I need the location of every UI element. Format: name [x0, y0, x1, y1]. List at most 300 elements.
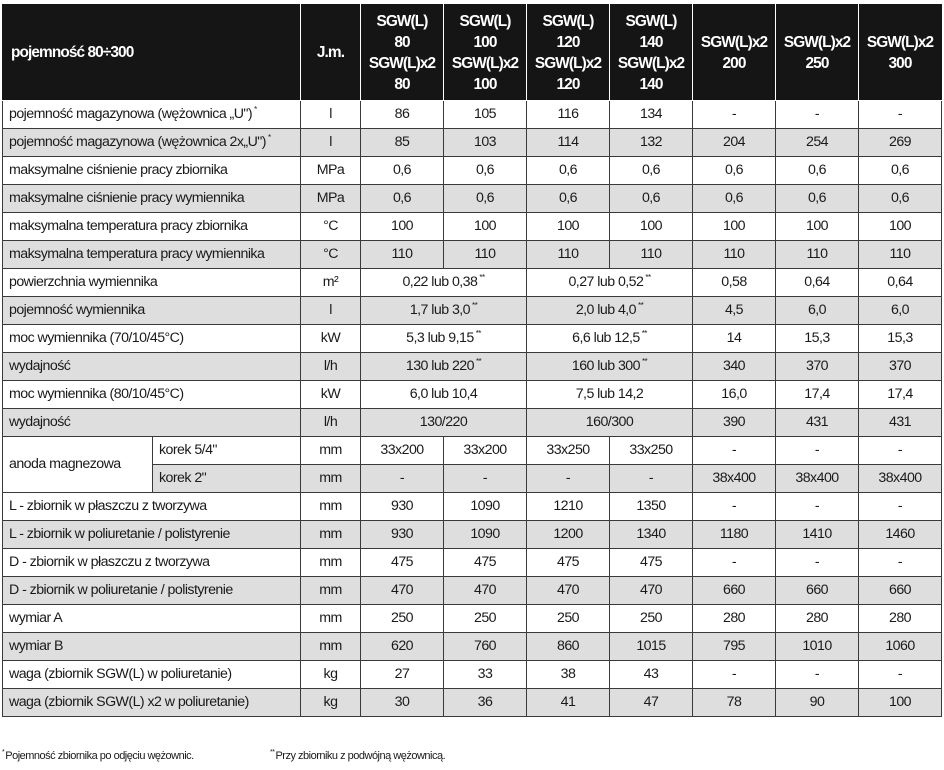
value-cell [776, 185, 859, 213]
value-cell [859, 157, 942, 185]
value-cell [527, 605, 610, 633]
header-model-line: 80 [394, 75, 410, 93]
value-cell [693, 269, 776, 297]
row-label [3, 549, 301, 577]
footnote-marker: ** [479, 273, 485, 283]
value-cell [361, 493, 444, 521]
value-cell [444, 101, 527, 129]
row-label [3, 521, 301, 549]
table-row [3, 437, 942, 465]
value-cell [527, 493, 610, 521]
footnote-marker: ** [638, 301, 644, 311]
row-unit: l [301, 297, 361, 325]
value-text: 2,0 lub 4,0 [575, 302, 637, 318]
row-label [3, 185, 301, 213]
row-unit: °C [301, 213, 361, 241]
value-cell [361, 409, 527, 437]
value-text: 269 [888, 134, 912, 150]
value-cell [859, 297, 942, 325]
header-model-1 [444, 5, 527, 101]
value-cell [859, 493, 942, 521]
footnote-mark: * [2, 749, 5, 757]
header-model-line: SGW(L) [625, 12, 677, 30]
header-model-0 [361, 5, 444, 101]
table-row [3, 353, 942, 381]
value-cell [610, 577, 693, 605]
value-cell [527, 157, 610, 185]
row-label-text: pojemność magazynowa (wężownica „U") [9, 106, 253, 122]
footnote-double-coil [270, 750, 445, 762]
value-text: - [814, 554, 820, 570]
value-cell [444, 185, 527, 213]
value-text: 36 [477, 694, 493, 710]
value-cell [527, 437, 610, 465]
value-cell [361, 297, 527, 325]
value-text: 1015 [636, 638, 666, 654]
value-text: 250 [639, 610, 663, 626]
value-text: 100 [888, 694, 912, 710]
value-cell [693, 549, 776, 577]
value-cell [361, 661, 444, 689]
value-text: 0,6 [475, 190, 495, 206]
value-cell [361, 213, 444, 241]
row-label-text: pojemność wymiennika [9, 302, 145, 318]
value-cell [693, 577, 776, 605]
value-cell [610, 241, 693, 269]
value-text: 17,4 [804, 386, 830, 402]
value-text: 0,64 [887, 274, 913, 290]
value-text: 100 [888, 218, 912, 234]
row-label-text: wymiar A [9, 610, 63, 626]
header-model-line: SGW(L)x2 [617, 54, 685, 72]
value-text: 85 [394, 134, 410, 150]
value-text: 6,0 lub 10,4 [409, 386, 478, 402]
value-text: 110 [723, 246, 745, 262]
value-cell [610, 101, 693, 129]
value-cell [361, 577, 444, 605]
value-text: - [897, 442, 903, 458]
value-text: 470 [473, 582, 497, 598]
value-cell [527, 661, 610, 689]
value-text: 0,6 [392, 190, 412, 206]
table-row [3, 213, 942, 241]
value-text: 130 lub 220 [405, 358, 474, 374]
value-text: 110 [474, 246, 496, 262]
value-text: 6,0 [807, 302, 827, 318]
row-unit: m² [301, 269, 361, 297]
value-cell [610, 493, 693, 521]
value-cell [361, 381, 527, 409]
value-cell [610, 185, 693, 213]
value-text: 1410 [802, 526, 832, 542]
value-text: 4,5 [724, 302, 744, 318]
header-model-line: SGW(L)x2 [866, 33, 934, 51]
value-text: - [565, 470, 571, 486]
value-cell [693, 129, 776, 157]
value-text: 0,6 [641, 190, 661, 206]
value-text: 930 [390, 498, 414, 514]
value-cell [859, 465, 942, 493]
value-text: 33 [477, 666, 493, 682]
value-cell [361, 521, 444, 549]
row-label-text: wymiar B [9, 638, 63, 654]
value-cell [693, 353, 776, 381]
header-model-line: 100 [473, 33, 497, 51]
table-row [3, 129, 942, 157]
value-text: 370 [888, 358, 912, 374]
value-text: - [731, 442, 737, 458]
row-unit: kW [301, 381, 361, 409]
value-text: 17,4 [887, 386, 913, 402]
value-text: 660 [888, 582, 912, 598]
table-row [3, 493, 942, 521]
value-cell [859, 241, 942, 269]
value-cell [776, 269, 859, 297]
table-row [3, 157, 942, 185]
row-unit: MPa [301, 185, 361, 213]
value-text: 43 [643, 666, 659, 682]
value-cell [859, 185, 942, 213]
value-cell [776, 381, 859, 409]
value-cell [859, 213, 942, 241]
row-label-text: wydajność [9, 414, 71, 430]
value-cell [776, 633, 859, 661]
footnote-marker: ** [641, 329, 647, 339]
value-cell [361, 241, 444, 269]
value-text: 27 [394, 666, 410, 682]
value-text: 470 [556, 582, 580, 598]
value-cell [859, 325, 942, 353]
value-text: 370 [805, 358, 829, 374]
value-cell [527, 465, 610, 493]
footnote-storage-capacity [2, 750, 194, 762]
value-text: 390 [722, 414, 746, 430]
value-cell [610, 661, 693, 689]
value-cell [693, 185, 776, 213]
value-text: 0,58 [721, 274, 747, 290]
value-cell [776, 689, 859, 717]
row-unit: kg [301, 661, 361, 689]
value-cell [859, 577, 942, 605]
value-text: 475 [473, 554, 497, 570]
value-cell [444, 577, 527, 605]
value-text: 795 [722, 638, 746, 654]
value-text: 0,6 [890, 162, 910, 178]
value-cell [444, 493, 527, 521]
value-cell [527, 521, 610, 549]
value-cell [859, 437, 942, 465]
value-cell [776, 297, 859, 325]
value-cell [776, 661, 859, 689]
value-cell [693, 409, 776, 437]
value-text: 1090 [470, 498, 500, 514]
value-text: 250 [390, 610, 414, 626]
value-cell [361, 353, 527, 381]
value-cell [776, 577, 859, 605]
row-label-text: moc wymiennika (70/10/45°C) [9, 330, 184, 346]
header-model-5 [776, 5, 859, 101]
value-cell [361, 689, 444, 717]
footnote-text: Pojemność zbiornika po odjęciu wężownic. [5, 750, 194, 762]
value-cell [776, 129, 859, 157]
value-text: 103 [473, 134, 497, 150]
row-label-text: pojemność magazynowa (wężownica 2x„U") [9, 134, 266, 150]
value-text: 6,0 [890, 302, 910, 318]
row-label-text: L - zbiornik w poliuretanie / polistyrenie [9, 526, 230, 542]
value-text: 204 [722, 134, 746, 150]
value-text: 1180 [719, 526, 749, 542]
value-cell [693, 661, 776, 689]
row-label [3, 661, 301, 689]
value-text: - [814, 666, 820, 682]
value-cell [361, 605, 444, 633]
value-text: 0,22 lub 0,38 [402, 274, 478, 290]
value-cell [527, 241, 610, 269]
value-text: 1340 [636, 526, 666, 542]
value-cell [693, 381, 776, 409]
value-text: 431 [805, 414, 829, 430]
value-text: 15,3 [887, 330, 913, 346]
row-label-text: D - zbiornik w poliuretanie / polistyrenie [9, 582, 233, 598]
value-cell [527, 409, 693, 437]
value-cell [859, 661, 942, 689]
row-label-text: maksymalne ciśnienie pracy zbiornika [9, 162, 228, 178]
footnote-marker: * [254, 105, 257, 115]
table-row [3, 325, 942, 353]
value-text: 6,6 lub 12,5 [572, 330, 640, 346]
value-text: 0,6 [724, 162, 744, 178]
value-text: 100 [722, 218, 746, 234]
value-cell [776, 241, 859, 269]
row-label [3, 689, 301, 717]
value-cell [444, 157, 527, 185]
table-row [3, 381, 942, 409]
header-model-line: SGW(L)x2 [534, 54, 602, 72]
value-text: - [814, 106, 820, 122]
value-text: 0,6 [724, 190, 744, 206]
value-text: 30 [394, 694, 410, 710]
value-cell [610, 605, 693, 633]
row-label [3, 577, 301, 605]
value-text: 475 [556, 554, 580, 570]
value-text: 1060 [885, 638, 915, 654]
row-label-text: D - zbiornik w płaszczu z tworzywa [9, 554, 210, 570]
value-text: 475 [639, 554, 663, 570]
value-cell [361, 185, 444, 213]
value-text: 38x400 [712, 470, 756, 486]
value-text: - [731, 554, 737, 570]
header-model-line: 250 [805, 54, 829, 72]
table-row [3, 297, 942, 325]
header-model-line: SGW(L) [376, 12, 428, 30]
value-cell [610, 465, 693, 493]
row-label-text: moc wymiennika (80/10/45°C) [9, 386, 184, 402]
row-label-text: wydajność [9, 358, 71, 374]
value-cell [444, 661, 527, 689]
value-text: 41 [560, 694, 576, 710]
row-unit: kg [301, 689, 361, 717]
row-unit: l/h [301, 353, 361, 381]
value-text: 160/300 [585, 414, 634, 430]
row-group-label: anoda magnezowa [3, 437, 153, 493]
table-row [3, 185, 942, 213]
value-text: 0,6 [392, 162, 412, 178]
value-cell [693, 605, 776, 633]
value-cell [693, 521, 776, 549]
value-text: 38x400 [878, 470, 922, 486]
header-model-line: 300 [888, 54, 912, 72]
value-text: 930 [390, 526, 414, 542]
value-text: 100 [556, 218, 580, 234]
value-text: 15,3 [804, 330, 830, 346]
value-text: 431 [888, 414, 912, 430]
value-text: 1010 [802, 638, 832, 654]
row-label [3, 325, 301, 353]
value-text: 100 [805, 218, 829, 234]
value-text: 860 [556, 638, 580, 654]
row-unit: mm [301, 437, 361, 465]
footnote-marker: ** [472, 301, 478, 311]
value-cell [444, 549, 527, 577]
value-cell [527, 213, 610, 241]
value-text: 132 [639, 134, 663, 150]
value-cell [444, 241, 527, 269]
header-model-line: 140 [639, 33, 663, 51]
row-unit: l [301, 101, 361, 129]
value-cell [859, 129, 942, 157]
value-text: 100 [473, 218, 497, 234]
value-text: 130/220 [419, 414, 468, 430]
row-label-text: waga (zbiornik SGW(L) x2 w poliuretanie) [9, 694, 249, 710]
row-unit: l [301, 129, 361, 157]
row-label [3, 633, 301, 661]
value-cell [859, 521, 942, 549]
value-cell [693, 689, 776, 717]
table-header [3, 5, 942, 101]
value-cell [693, 297, 776, 325]
value-text: 760 [473, 638, 497, 654]
footnote-text: Przy zbiorniku z podwójną wężownicą. [275, 750, 446, 762]
value-cell [693, 157, 776, 185]
value-cell [693, 101, 776, 129]
value-cell [444, 437, 527, 465]
value-text: - [897, 106, 903, 122]
value-cell [527, 269, 693, 297]
table-row [3, 661, 942, 689]
value-cell [693, 437, 776, 465]
footnote-marker: ** [645, 273, 651, 283]
row-unit: mm [301, 633, 361, 661]
value-text: 0,6 [807, 162, 827, 178]
table-body [3, 101, 942, 717]
row-unit: kW [301, 325, 361, 353]
value-text: 250 [556, 610, 580, 626]
header-model-line: 120 [556, 75, 580, 93]
value-cell [776, 521, 859, 549]
footnote-marker: ** [641, 357, 648, 367]
header-model-line: 140 [639, 75, 663, 93]
value-text: 1460 [885, 526, 915, 542]
value-text: 90 [809, 694, 825, 710]
value-text: 33x200 [380, 442, 424, 458]
row-label [3, 353, 301, 381]
row-label [3, 129, 301, 157]
value-text: 470 [390, 582, 414, 598]
row-unit: mm [301, 493, 361, 521]
value-text: 280 [722, 610, 746, 626]
value-text: 280 [888, 610, 912, 626]
value-cell [361, 549, 444, 577]
value-text: 86 [394, 106, 410, 122]
value-cell [776, 549, 859, 577]
header-model-line: SGW(L) [459, 12, 511, 30]
value-cell [527, 129, 610, 157]
value-cell [610, 549, 693, 577]
row-label-text: korek 2" [159, 470, 207, 486]
value-text: 33x200 [463, 442, 507, 458]
value-text: - [482, 470, 488, 486]
value-text: 1090 [470, 526, 500, 542]
value-cell [693, 325, 776, 353]
value-cell [361, 157, 444, 185]
footnote-marker: ** [475, 357, 482, 367]
specification-table [2, 4, 942, 717]
value-text: 134 [639, 106, 663, 122]
row-label-text: korek 5/4" [159, 442, 217, 458]
value-text: 280 [805, 610, 829, 626]
value-text: - [648, 470, 654, 486]
table-row [3, 633, 942, 661]
table-row [3, 689, 942, 717]
value-text: 620 [390, 638, 414, 654]
value-cell [859, 101, 942, 129]
table-row [3, 549, 942, 577]
header-model-line: 100 [473, 75, 497, 93]
row-label-text: maksymalna temperatura pracy wymiennika [9, 246, 265, 262]
value-text: - [897, 554, 903, 570]
value-text: 114 [557, 134, 579, 150]
value-cell [693, 493, 776, 521]
table-row [3, 269, 942, 297]
value-cell [859, 353, 942, 381]
value-cell [776, 101, 859, 129]
value-cell [776, 325, 859, 353]
value-cell [444, 605, 527, 633]
table-row [3, 605, 942, 633]
value-cell [776, 409, 859, 437]
header-model-line: 200 [722, 54, 746, 72]
value-text: - [731, 498, 737, 514]
value-cell [776, 493, 859, 521]
value-text: - [897, 498, 903, 514]
value-cell [527, 633, 610, 661]
value-cell [361, 325, 527, 353]
row-label [153, 465, 301, 493]
row-label-text: maksymalne ciśnienie pracy wymiennika [9, 190, 245, 206]
value-cell [776, 437, 859, 465]
value-text: 660 [805, 582, 829, 598]
value-cell [444, 633, 527, 661]
value-cell [776, 213, 859, 241]
row-unit: l/h [301, 409, 361, 437]
value-text: 1350 [636, 498, 666, 514]
row-label-text: maksymalna temperatura pracy zbiornika [9, 218, 248, 234]
table-row [3, 409, 942, 437]
value-cell [693, 213, 776, 241]
value-text: 0,6 [890, 190, 910, 206]
value-cell [610, 689, 693, 717]
row-unit: mm [301, 465, 361, 493]
